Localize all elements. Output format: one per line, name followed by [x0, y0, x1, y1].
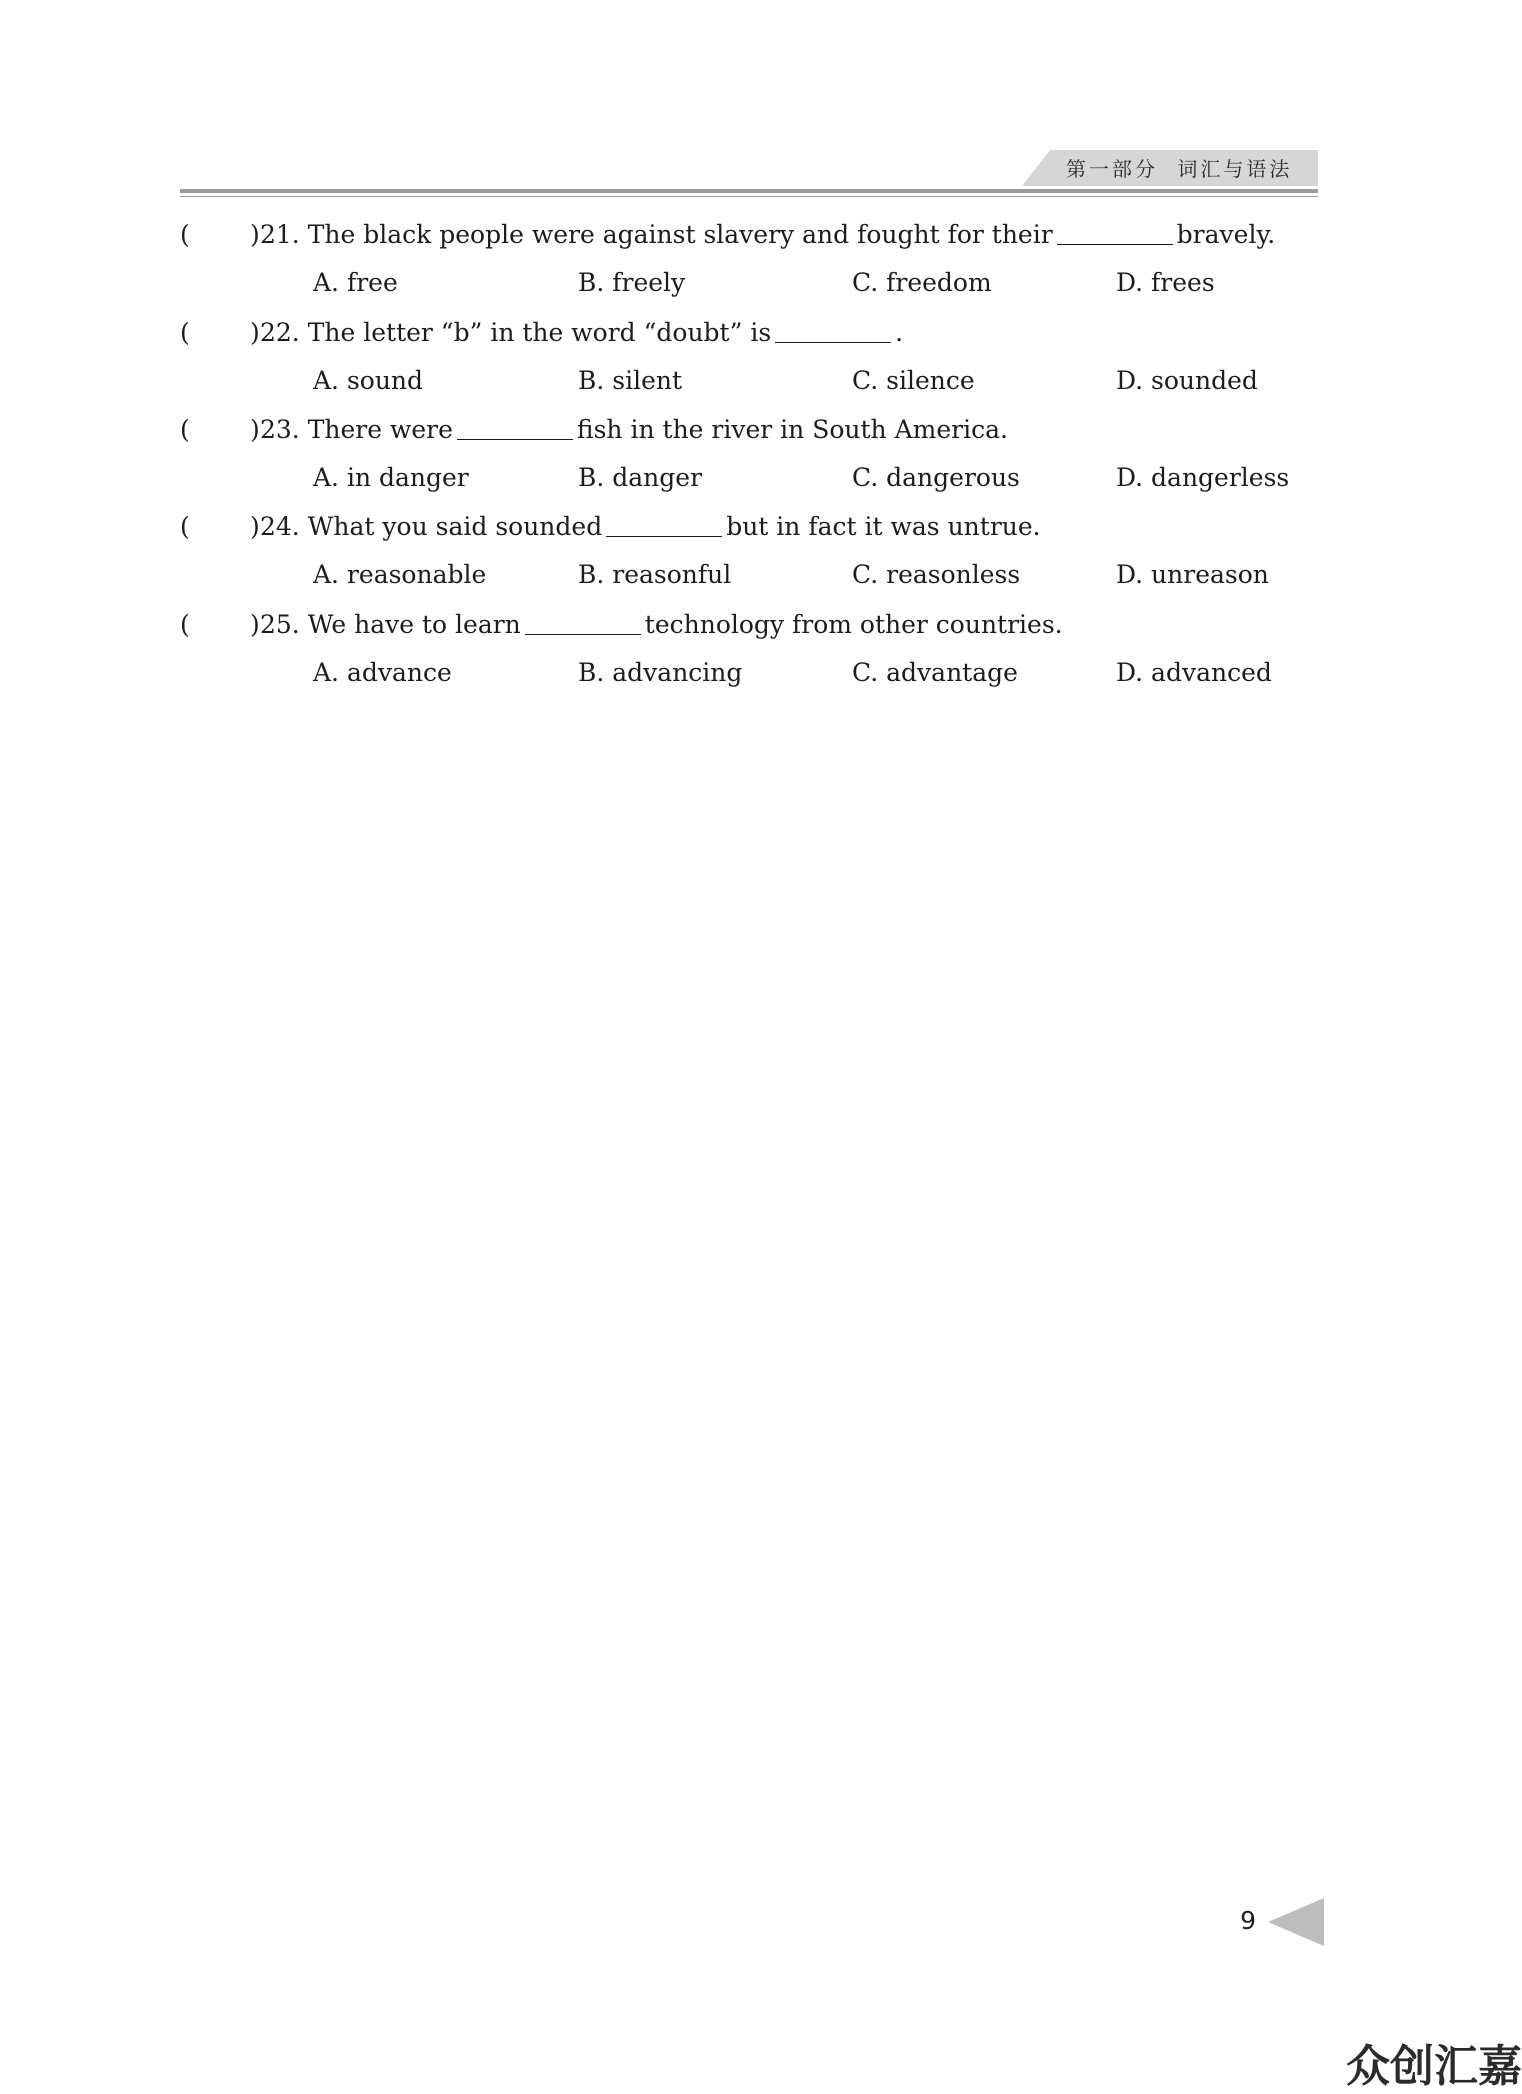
question-22	[0, 313, 1504, 409]
option-c: C. reasonless	[852, 560, 1021, 589]
answer-paren-close: )	[250, 610, 260, 639]
question-stem-after: technology from other countries.	[644, 610, 1063, 639]
option-b: B. danger	[578, 463, 703, 492]
answer-blank	[775, 316, 891, 343]
answer-paren-open: (	[180, 512, 190, 541]
option-b: B. freely	[578, 268, 686, 297]
question-text	[260, 507, 1041, 547]
question-line	[180, 605, 1320, 645]
answer-paren-close: )	[250, 512, 260, 541]
option-d: D. sounded	[1116, 366, 1258, 395]
question-number: 22.	[260, 318, 300, 347]
question-stem-before: We have to learn	[307, 610, 521, 639]
option-b: B. advancing	[578, 658, 743, 687]
page-arrow-icon	[1268, 1898, 1324, 1946]
option-a: A. sound	[313, 366, 424, 395]
question-stem-after: fish in the river in South America.	[576, 415, 1008, 444]
question-number: 25.	[260, 610, 300, 639]
question-23	[0, 410, 1504, 506]
question-text	[260, 215, 1275, 255]
question-stem-after: bravely.	[1176, 220, 1276, 249]
option-c: C. silence	[852, 366, 975, 395]
header-rule	[180, 189, 1318, 193]
question-number: 21.	[260, 220, 300, 249]
question-stem-before: The letter “b” in the word “doubt” is	[307, 318, 772, 347]
watermark-logo: 众创汇嘉	[1346, 2041, 1522, 2092]
question-stem-before: The black people were against slavery and fought for their	[307, 220, 1053, 249]
option-d: D. dangerless	[1116, 463, 1290, 492]
option-d: D. unreason	[1116, 560, 1269, 589]
question-stem-after: .	[895, 318, 904, 347]
question-text	[260, 410, 1008, 450]
option-d: D. frees	[1116, 268, 1215, 297]
question-24	[0, 507, 1504, 603]
section-title: 第一部分 词汇与语法	[1066, 157, 1293, 181]
option-c: C. dangerous	[852, 463, 1020, 492]
question-line	[180, 215, 1320, 255]
option-c: C. freedom	[852, 268, 992, 297]
option-a: A. advance	[313, 658, 452, 687]
answer-paren-open: (	[180, 318, 190, 347]
question-21	[0, 215, 1504, 311]
question-text	[260, 313, 903, 353]
answer-paren-close: )	[250, 220, 260, 249]
question-line	[180, 507, 1320, 547]
answer-blank	[606, 510, 722, 537]
question-number: 23.	[260, 415, 300, 444]
answer-paren-open: (	[180, 610, 190, 639]
question-text	[260, 605, 1063, 645]
option-c: C. advantage	[852, 658, 1018, 687]
answer-paren-open: (	[180, 220, 190, 249]
option-a: A. free	[313, 268, 398, 297]
question-stem-after: but in fact it was untrue.	[726, 512, 1041, 541]
answer-blank	[457, 413, 573, 440]
answer-blank	[525, 608, 641, 635]
answer-paren-close: )	[250, 415, 260, 444]
option-b: B. silent	[578, 366, 683, 395]
question-number: 24.	[260, 512, 300, 541]
option-d: D. advanced	[1116, 658, 1272, 687]
page-number: 9	[1240, 1906, 1256, 1935]
question-line	[180, 410, 1320, 450]
answer-paren-close: )	[250, 318, 260, 347]
option-a: A. in danger	[313, 463, 469, 492]
question-stem-before: There were	[307, 415, 453, 444]
answer-paren-open: (	[180, 415, 190, 444]
option-a: A. reasonable	[313, 560, 487, 589]
header-rule-thin	[180, 196, 1318, 197]
answer-blank	[1057, 218, 1173, 245]
question-stem-before: What you said sounded	[307, 512, 603, 541]
question-line	[180, 313, 1320, 353]
question-25	[0, 605, 1504, 701]
option-b: B. reasonful	[578, 560, 732, 589]
